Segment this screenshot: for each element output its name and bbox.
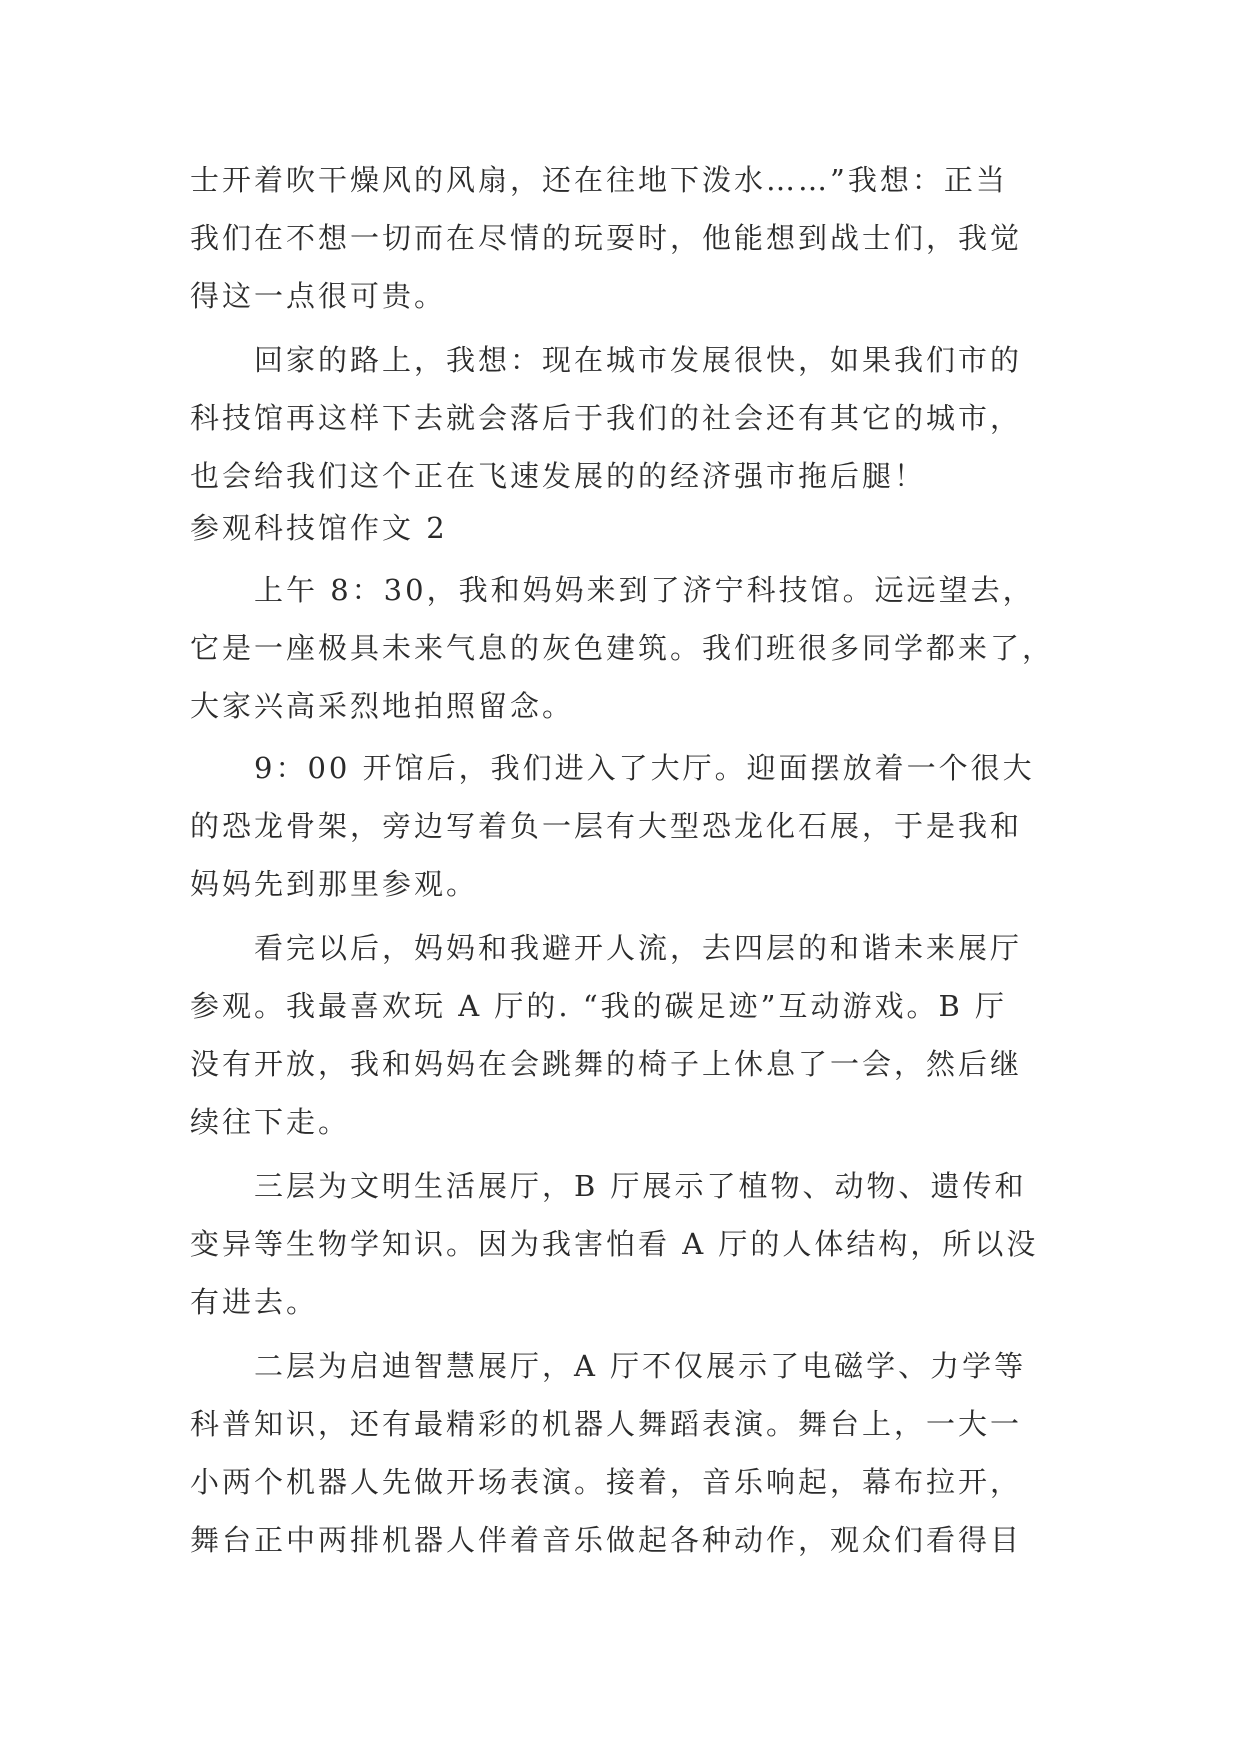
text-line: 续往下走。 [190, 1105, 351, 1139]
paragraph-first-line: 上午 8：30，我和妈妈来到了济宁科技馆。远远望去， [254, 573, 1035, 607]
text-line: 士开着吹干燥风的风扇，还在往地下泼水……”我想：正当 [190, 163, 1008, 197]
text-line: 参观。我最喜欢玩 A 厅的. “我的碳足迹”互动游戏。B 厅 [190, 989, 1007, 1023]
text-line: 的恐龙骨架，旁边写着负一层有大型恐龙化石展，于是我和 [190, 809, 1023, 843]
paragraph-first-line: 二层为启迪智慧展厅，A 厅不仅展示了电磁学、力学等 [254, 1349, 1027, 1383]
text-line: 妈妈先到那里参观。 [190, 867, 479, 901]
text-line: 有进去。 [190, 1285, 319, 1319]
text-line: 它是一座极具未来气息的灰色建筑。我们班很多同学都来了， [190, 631, 1055, 665]
text-line: 科普知识，还有最精彩的机器人舞蹈表演。舞台上，一大一 [190, 1407, 1023, 1441]
text-line: 舞台正中两排机器人伴着音乐做起各种动作，观众们看得目 [190, 1523, 1023, 1557]
text-line: 我们在不想一切而在尽情的玩耍时，他能想到战士们，我觉 [190, 221, 1023, 255]
text-line: 变异等生物学知识。因为我害怕看 A 厅的人体结构，所以没 [190, 1227, 1039, 1261]
text-line: 小两个机器人先做开场表演。接着，音乐响起，幕布拉开， [190, 1465, 1023, 1499]
paragraph-first-line: 看完以后，妈妈和我避开人流，去四层的和谐未来展厅 [254, 931, 1023, 965]
text-line: 没有开放，我和妈妈在会跳舞的椅子上休息了一会，然后继 [190, 1047, 1023, 1081]
paragraph-first-line: 回家的路上，我想：现在城市发展很快，如果我们市的 [254, 343, 1023, 377]
paragraph-first-line: 三层为文明生活展厅，B 厅展示了植物、动物、遗传和 [254, 1169, 1027, 1203]
text-line: 得这一点很可贵。 [190, 279, 447, 313]
section-title: 参观科技馆作文 2 [190, 511, 448, 545]
text-line: 大家兴高采烈地拍照留念。 [190, 689, 575, 723]
text-line: 科技馆再这样下去就会落后于我们的社会还有其它的城市， [190, 401, 1023, 435]
text-line: 也会给我们这个正在飞速发展的的经济强市拖后腿！ [190, 459, 927, 493]
paragraph-first-line: 9：00 开馆后，我们进入了大厅。迎面摆放着一个很大 [254, 751, 1035, 785]
